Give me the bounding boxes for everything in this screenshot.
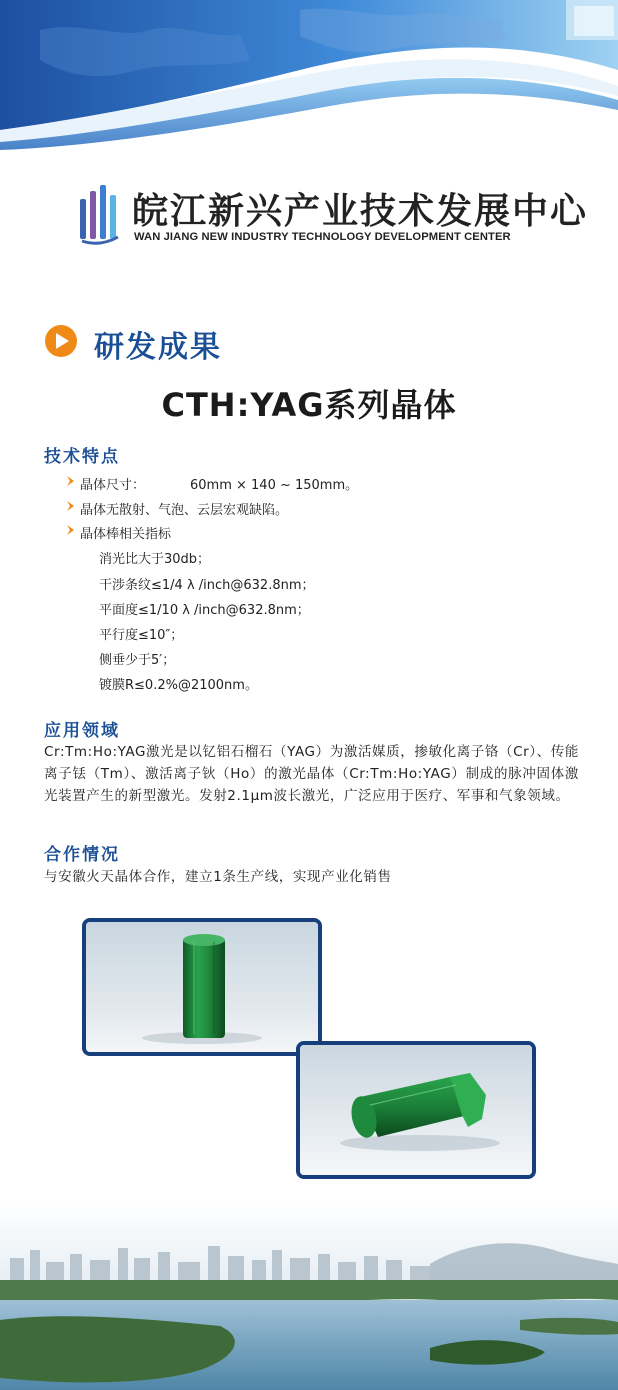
spec-item: 干涉条纹≤1/4 λ /inch@632.8nm； xyxy=(99,578,315,593)
product-title: CTH:YAG系列晶体 xyxy=(161,386,457,424)
spec-item: 平行度≤10″； xyxy=(99,628,184,643)
feature-bullet-label: 晶体尺寸： xyxy=(80,478,146,493)
feature-bullet-label: 晶体无散射、气泡、云层宏观缺陷。 xyxy=(80,503,289,518)
organization-logo xyxy=(78,183,589,253)
cooperation-text: 与安徽火天晶体合作，建立1条生产线，实现产业化销售 xyxy=(44,869,392,885)
spec-item: 平面度≤1/10 λ /inch@632.8nm； xyxy=(99,603,310,618)
city-lake-scenery-image xyxy=(0,1200,618,1390)
features-heading: 技术特点 xyxy=(44,447,120,467)
header-banner xyxy=(0,0,618,160)
chevron-right-icon xyxy=(66,475,76,487)
play-circle-icon xyxy=(44,324,78,358)
crystal-photo-upright xyxy=(82,918,322,1056)
spec-item: 镀膜R≤0.2%@2100nm。 xyxy=(99,678,258,693)
cooperation-heading: 合作情况 xyxy=(44,845,120,865)
crystal-rod-lying-image xyxy=(300,1045,532,1175)
logo-chinese-name: 皖江新兴产业技术发展中心 xyxy=(132,190,589,232)
spec-item: 侧垂少于5′； xyxy=(99,653,176,668)
logo-english-name: WAN JIANG NEW INDUSTRY TECHNOLOGY DEVELOPMENT CENTER xyxy=(134,231,511,243)
feature-bullet-value: 60mm × 140 ~ 150mm。 xyxy=(190,478,359,493)
feature-bullet-label: 晶体棒相关指标 xyxy=(80,527,172,542)
crystal-rod-upright-image xyxy=(86,922,318,1052)
chevron-right-icon xyxy=(66,500,76,512)
chevron-right-icon xyxy=(66,524,76,536)
logo-mark-icon xyxy=(78,185,124,245)
section-title: 研发成果 xyxy=(94,330,222,365)
application-text: Cr:Tm:Ho:YAG激光是以钇铝石榴石（YAG）为激活媒质，掺敏化离子铬（Cr）、传能离子铥（Tm）、激活离子钬（Ho）的激光晶体（Cr:Tm:Ho:YAG）制成的脉冲固体激光装置产生的新型激光。发射2.1μm波长激光，广泛应用于医疗、军事和气象领域。 xyxy=(44,744,579,804)
spec-item: 消光比大于30db； xyxy=(99,552,211,567)
crystal-photo-lying xyxy=(296,1041,536,1179)
application-heading: 应用领域 xyxy=(44,721,120,741)
